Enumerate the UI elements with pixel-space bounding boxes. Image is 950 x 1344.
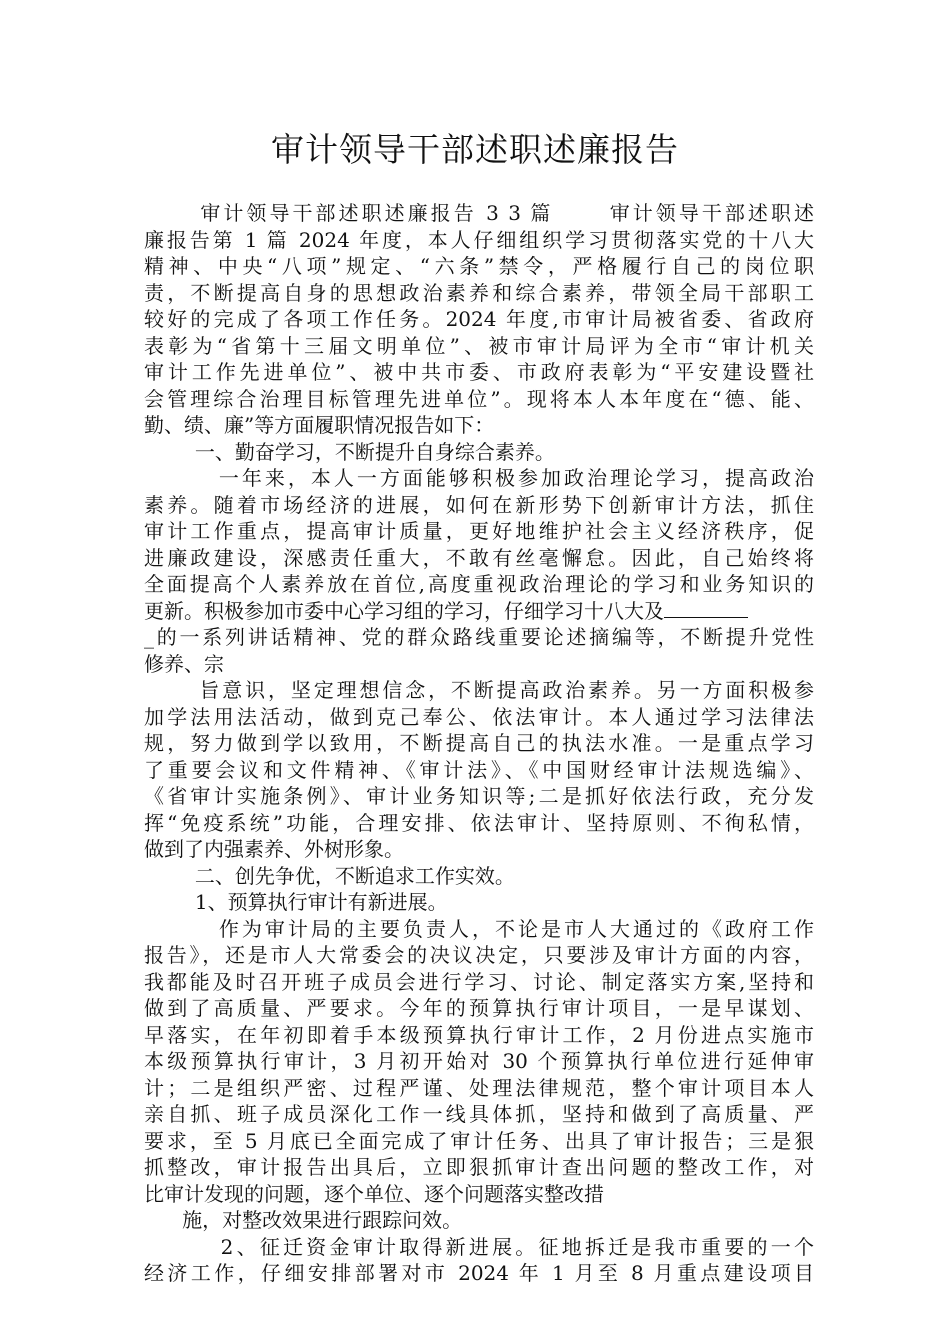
text-line-content: 我都能及时召开班子成员会进行学习、讨论、制定落实方案,坚持和 [144,969,814,994]
text-line [144,306,814,333]
text-line [144,730,814,757]
text-line [144,518,814,545]
text-line-content: 二、创先争优，不断追求工作实效。 [144,863,515,888]
text-line-content: 2、征迁资金审计取得新进展。征地拆迁是我市重要的一个 [144,1234,814,1259]
text-line [144,624,814,651]
text-line-content: 抓整改，审计报告出具后，立即狠抓审计查出问题的整改工作，对 [144,1155,814,1179]
text-line [144,677,814,704]
text-line [144,810,814,837]
text-line-content: 较好的完成了各项工作任务。2024 年度,市审计局被省委、省政府 [144,307,814,331]
page-title: 审计领导干部述职述廉报告 [271,130,679,169]
text-line [144,916,814,943]
fill-in-blank [664,599,748,618]
text-line-content: 审计工作重点，提高审计质量，更好地维护社会主义经济秩序，促 [144,519,814,543]
text-line-content: _的一系列讲话精神、党的群众路线重要论述摘编等，不断提升党性 [144,625,814,649]
text-line [144,359,814,386]
text-line [144,1181,814,1208]
text-line [144,995,814,1022]
text-line [144,280,814,307]
text-line [144,783,814,810]
text-line-content: 要求，至 5 月底已全面完成了审计任务、出具了审计报告；三是狠 [144,1128,814,1153]
text-line [144,439,814,466]
text-line [144,333,814,360]
text-line [144,651,814,678]
text-line [144,889,814,916]
text-line [144,545,814,572]
text-line [144,1022,814,1049]
text-line-content: 亲自抓、班子成员深化工作一线具体抓，坚持和做到了高质量、严 [144,1102,814,1126]
text-line-content: 挥“免疫系统”功能，合理安排、依法审计、坚持原则、不徇私情， [144,810,814,835]
text-line [144,1260,814,1287]
text-line-content: 加学法用法活动，做到克己奉公、依法审计。本人通过学习法律法 [144,704,814,729]
text-line-content: 会管理综合治理目标管理先进单位”。现将本人本年度在“德、能、 [144,386,814,411]
text-line-content: 1、预算执行审计有新进展。 [144,890,448,914]
text-line-content: 做到了内强素养、外树形象。 [144,837,404,861]
text-line [144,1075,814,1102]
text-line-content: 修养、宗 [144,651,224,676]
text-line-content: 施，对整改效果进行跟踪问效。 [144,1208,463,1232]
text-line [144,1101,814,1128]
text-line-content: 进廉政建设，深感责任重大，不敢有丝毫懈怠。因此，自己始终将 [144,545,814,570]
text-line-content: 了重要会议和文件精神、《审计法》、《中国财经审计法规选编》、 [144,757,814,782]
text-line [144,757,814,784]
text-line-content: 表彰为“省第十三届文明单位”、被市审计局评为全市“审计机关 [144,333,814,358]
text-line [144,253,814,280]
text-line [144,386,814,413]
text-line [144,227,814,254]
text-line [144,571,814,598]
text-line-content: 旨意识，坚定理想信念，不断提高政治素养。另一方面积极参 [144,678,814,702]
text-line-content: 报告》，还是市人大常委会的决议决定，只要涉及审计方面的内容， [144,943,814,967]
text-line [144,1154,814,1181]
text-line [144,942,814,969]
text-line-content: 一年来，本人一方面能够积极参加政治理论学习，提高政治 [144,466,814,490]
text-line [144,969,814,996]
text-line-content: 经济工作，仔细安排部署对市 2024 年 1 月至 8 月重点建设项目 [144,1261,814,1285]
text-line [144,863,814,890]
text-line-content: 廉报告第 1 篇 2024 年度，本人仔细组织学习贯彻落实党的十八大 [144,227,814,252]
text-line-content: 《省审计实施条例》、审计业务知识等;二是抓好依法行政，充分发 [144,784,814,808]
text-line [144,1048,814,1075]
text-line-content: 审计工作先进单位”、被中共市委、市政府表彰为“平安建设暨社 [144,360,814,384]
text-line-content: 审计领导干部述职述廉报告 3 3 篇 审计领导干部述职述 [144,201,814,225]
text-line [144,704,814,731]
text-line-content: 更新。积极参加市委中心学习组的学习，仔细学习十八大及 [144,598,664,623]
text-line-content: 一、勤奋学习，不断提升自身综合素养。 [144,439,555,464]
text-line [144,1207,814,1234]
report-body [144,200,814,1287]
text-line-content: 精神、中央“八项”规定、“六条”禁令，严格履行自己的岗位职 [144,254,814,278]
text-line-content: 规，努力做到学以致用，不断提高自己的执法水准。一是重点学习 [144,731,814,755]
text-line-content: 素养。随着市场经济的进展，如何在新形势下创新审计方法，抓住 [144,492,814,517]
text-line [144,492,814,519]
text-line-content: 本级预算执行审计，3 月初开始对 30 个预算执行单位进行延伸审 [144,1049,814,1073]
text-line-content: 勤、绩、廉”等方面履职情况报告如下： [144,413,495,437]
text-line-content: 计；二是组织严密、过程严谨、处理法律规范，整个审计项目本人 [144,1075,814,1100]
text-line [144,836,814,863]
text-line-content: 早落实，在年初即着手本级预算执行审计工作，2 月份进点实施市 [144,1022,814,1047]
text-line [144,1234,814,1261]
text-line [144,200,814,227]
text-line-content: 比审计发现的问题，逐个单位、逐个问题落实整改措 [144,1181,604,1206]
text-line [144,465,814,492]
text-line-content: 作为审计局的主要负责人，不论是市人大通过的《政府工作 [144,916,814,941]
text-line [144,412,814,439]
text-line-content: 做到了高质量、严要求。今年的预算执行审计项目，一是早谋划、 [144,996,814,1020]
text-line [144,1128,814,1155]
text-line-content: 全面提高个人素养放在首位,高度重视政治理论的学习和业务知识的 [144,572,814,596]
text-line [144,598,814,625]
text-line-content: 责，不断提高自身的思想政治素养和综合素养，带领全局干部职工 [144,280,814,305]
